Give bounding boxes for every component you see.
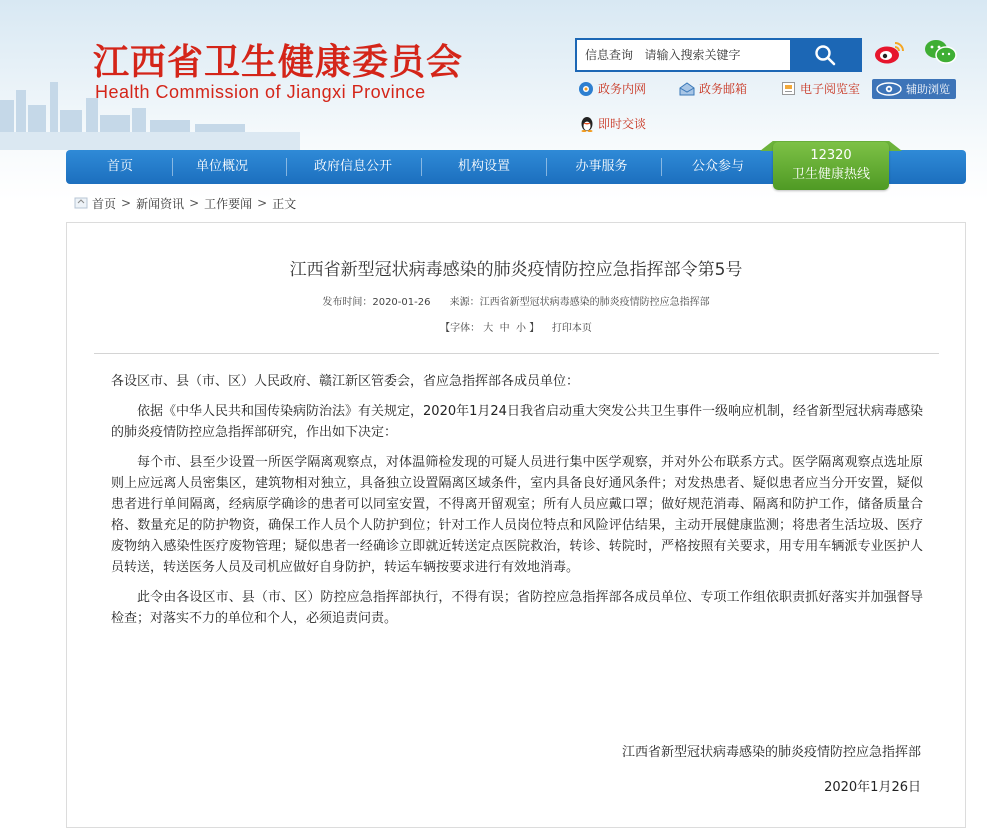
mail-link[interactable]: [679, 80, 747, 97]
breadcrumb-separator: >: [257, 196, 268, 210]
eye-icon: [876, 82, 902, 96]
health-hotline-button[interactable]: [773, 142, 889, 190]
qq-penguin-icon: [580, 116, 594, 132]
article-sign-date: 2020年1月26日: [824, 780, 921, 795]
font-size-close: 】: [529, 323, 540, 334]
article-signature: 江西省新型冠状病毒感染的肺炎疫情防控应急指挥部: [621, 745, 921, 760]
article-tools: [67, 319, 965, 334]
site-logo-subtitle: Health Commission of Jiangxi Province: [95, 82, 426, 102]
article-panel: [66, 222, 966, 828]
hotline-label: 卫生健康热线: [791, 167, 870, 182]
hotline-number: 12320: [810, 148, 852, 163]
weibo-icon[interactable]: [873, 38, 907, 66]
article-body: [111, 371, 923, 638]
title-divider: [94, 353, 939, 354]
site-logo-title[interactable]: 江西省卫生健康委员会: [93, 41, 464, 83]
print-button[interactable]: 打印本页: [551, 323, 592, 334]
article-meta: [67, 293, 965, 308]
mail-icon: [679, 82, 695, 96]
reading-room-link[interactable]: [781, 80, 860, 97]
intranet-link[interactable]: [578, 80, 646, 97]
breadcrumb-separator: >: [121, 196, 132, 210]
breadcrumb-home[interactable]: 首页: [92, 196, 117, 211]
font-small-button[interactable]: 小: [516, 323, 526, 334]
assist-browse-button[interactable]: [872, 79, 956, 99]
search-icon: [814, 44, 836, 66]
intranet-link-label: 政务内网: [598, 82, 647, 96]
search-input[interactable]: [577, 40, 790, 70]
article-title: 江西省新型冠状病毒感染的肺炎疫情防控应急指挥部令第5号: [289, 260, 743, 280]
nav-item-organization[interactable]: 机构设置: [457, 159, 510, 174]
reading-room-link-label: 电子阅览室: [800, 82, 861, 96]
nav-item-services[interactable]: 办事服务: [575, 159, 628, 174]
breadcrumb-news[interactable]: 新闻资讯: [136, 196, 185, 211]
breadcrumb-current: 正文: [272, 196, 297, 211]
breadcrumb-work-news[interactable]: 工作要闻: [204, 196, 253, 211]
publish-time: 发布时间：2020-01-26: [322, 297, 431, 308]
network-icon: [578, 81, 594, 97]
search-bar: [575, 38, 862, 72]
article-paragraph: 各设区市、县（市、区）人民政府、赣江新区管委会，省应急指挥部各成员单位：: [111, 374, 580, 389]
assist-browse-label: 辅助浏览: [906, 83, 950, 96]
nav-item-participation[interactable]: 公众参与: [691, 159, 744, 174]
font-large-button[interactable]: 大: [483, 323, 494, 334]
article-paragraph: 此令由各设区市、县（市、区）防控应急指挥部执行，不得有误；省防控应急指挥部各成员单位、专项工作组依职责抓好落实并加强督导检查；对落实不力的单位和个人，必须追责问责。: [111, 590, 923, 626]
nav-item-gov-info[interactable]: 政府信息公开: [313, 159, 392, 174]
breadcrumb-separator: >: [189, 196, 200, 210]
wechat-icon[interactable]: [924, 38, 958, 66]
instant-chat-label: 即时交谈: [598, 117, 647, 131]
article-source: 来源：江西省新型冠状病毒感染的肺炎疫情防控应急指挥部: [449, 297, 710, 308]
breadcrumb: [74, 194, 296, 212]
document-icon: [781, 81, 796, 96]
instant-chat-link[interactable]: [580, 115, 646, 132]
home-icon: [74, 197, 88, 209]
mail-link-label: 政务邮箱: [699, 82, 748, 96]
nav-item-home[interactable]: 首页: [106, 159, 133, 174]
font-size-label: 【字体：: [440, 323, 481, 334]
article-paragraph: 依据《中华人民共和国传染病防治法》有关规定，2020年1月24日我省启动重大突发公共卫生事件一级响应机制，经省新型冠状病毒感染的肺炎疫情防控应急指挥部研究，作出如下决定：: [111, 404, 923, 440]
article-paragraph: 每个市、县至少设置一所医学隔离观察点，对体温筛检发现的可疑人员进行集中医学观察，并对外公布联系方式。医学隔离观察点选址原则上应远离人员密集区，建筑物相对独立，具备独立设置隔离区域条件，室内具备良好通风条件；对发热患者、疑似患者应当分开安置，疑似患者进行单间隔离，经病原学确诊的患者可以同室安置，不得离开留观室；所有人员应戴口罩；做好规范消毒、隔离和防护工作，储备质量合格、数量充足的防护物资，确保工作人员个人防护到位；针对工作人员岗位特点和风险评估结果，主动开展健康监测；将患者生活垃圾、医疗废物纳入感染性医疗废物管理；疑似患者一经确诊立即就近转送定点医院救治，转诊、转院时，严格按照有关要求，用专用车辆派专业医护人员转送，转送医务人员及司机应做好自身防护，转运车辆按要求进行有效地消毒。: [111, 455, 923, 575]
search-button[interactable]: [790, 40, 860, 70]
nav-item-about[interactable]: 单位概况: [195, 159, 248, 174]
font-medium-button[interactable]: 中: [499, 323, 510, 334]
top-links-bar: [578, 80, 968, 100]
